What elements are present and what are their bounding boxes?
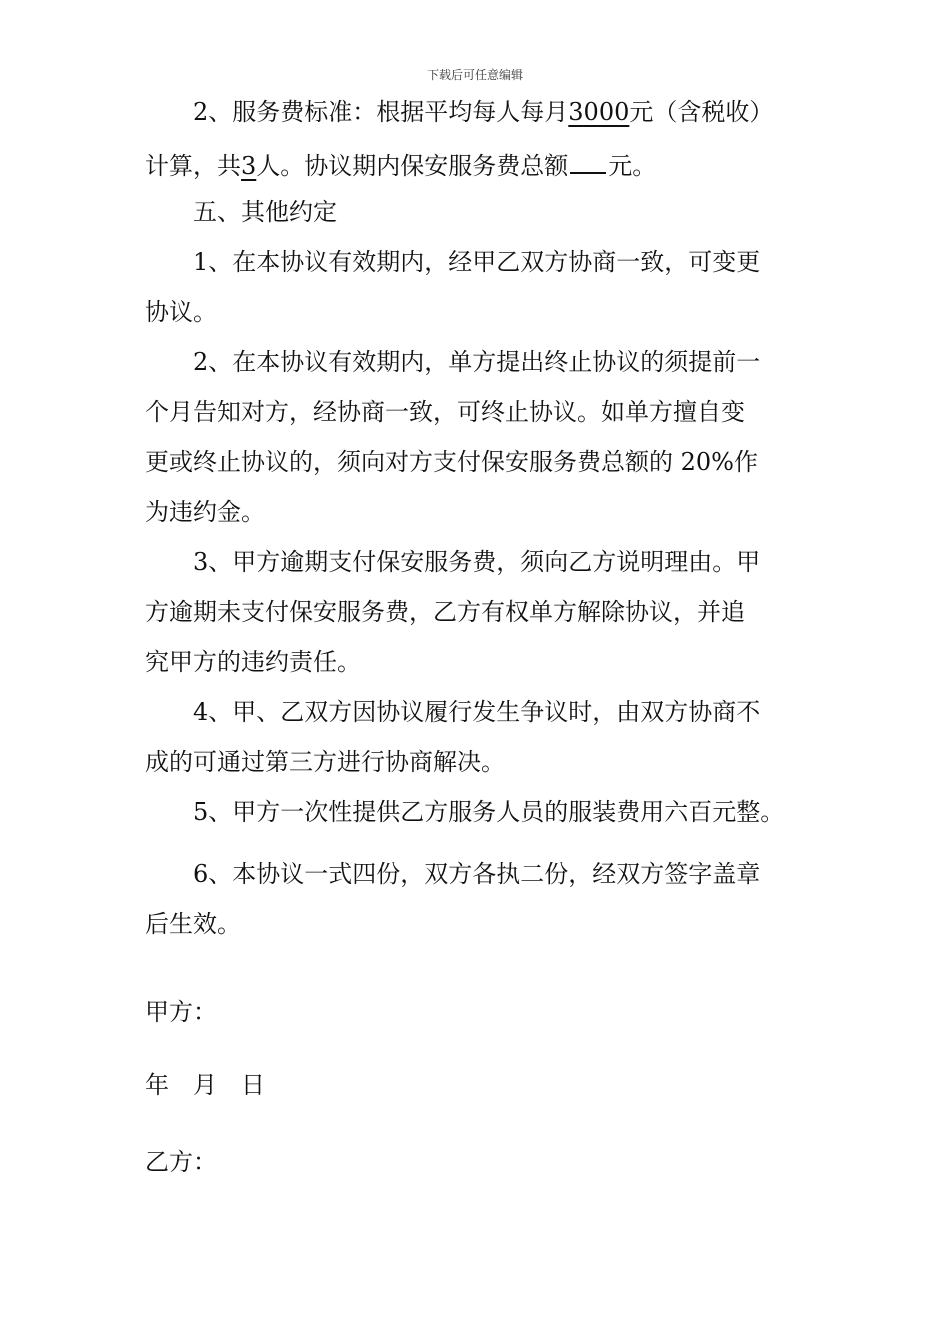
clause-5-2-line-4: 为违约金。 <box>145 498 265 526</box>
clause-5-4-line-1: 4、甲、乙双方因协议履行发生争议时，由双方协商不 <box>193 698 761 726</box>
clause-5-3-line-1: 3、甲方逾期支付保安服务费，须向乙方说明理由。甲 <box>193 548 761 576</box>
clause-4-2-line-1 <box>193 100 773 124</box>
clause-5-4-line-2: 成的可通过第三方进行协商解决。 <box>145 748 505 776</box>
clause-5-5-line-1: 5、甲方一次性提供乙方服务人员的服装费用六百元整。 <box>193 798 785 826</box>
party-a-signature: 甲方： <box>145 998 217 1026</box>
clause-5-1-line-1: 1、在本协议有效期内，经甲乙双方协商一致，可变更 <box>193 248 761 276</box>
page-header: 下载后可任意编辑 <box>426 68 523 82</box>
monthly-fee-amount: 3000 <box>568 98 630 126</box>
total-amount-blank <box>570 150 606 174</box>
clause-text: 元。 <box>608 152 657 180</box>
clause-5-3-line-3: 究甲方的违约责任。 <box>145 648 361 676</box>
clause-4-2-line-2 <box>145 150 656 178</box>
clause-5-6-line-2: 后生效。 <box>145 910 241 938</box>
clause-5-2-line-2: 个月告知对方，经协商一致，可终止协议。如单方擅自变 <box>145 398 745 426</box>
clause-text: 元（含税收） <box>629 98 774 126</box>
section-5-title: 五、其他约定 <box>193 198 337 226</box>
clause-5-3-line-2: 方逾期未支付保安服务费，乙方有权单方解除协议，并追 <box>145 598 745 626</box>
clause-5-1-line-2: 协议。 <box>145 298 217 326</box>
party-b-signature: 乙方： <box>145 1148 217 1176</box>
people-count: 3 <box>241 152 257 180</box>
clause-text: 计算，共 <box>145 152 241 180</box>
clause-text: 2、服务费标准：根据平均每人每月 <box>193 98 569 126</box>
signature-date: 年 月 日 <box>145 1071 265 1099</box>
clause-5-2-line-1: 2、在本协议有效期内，单方提出终止协议的须提前一 <box>193 348 761 376</box>
clause-5-2-line-3: 更或终止协议的，须向对方支付保安服务费总额的 20%作 <box>145 448 758 476</box>
clause-5-6-line-1: 6、本协议一式四份，双方各执二份，经双方签字盖章 <box>193 860 761 888</box>
clause-text: 人。协议期内保安服务费总额 <box>256 152 569 180</box>
